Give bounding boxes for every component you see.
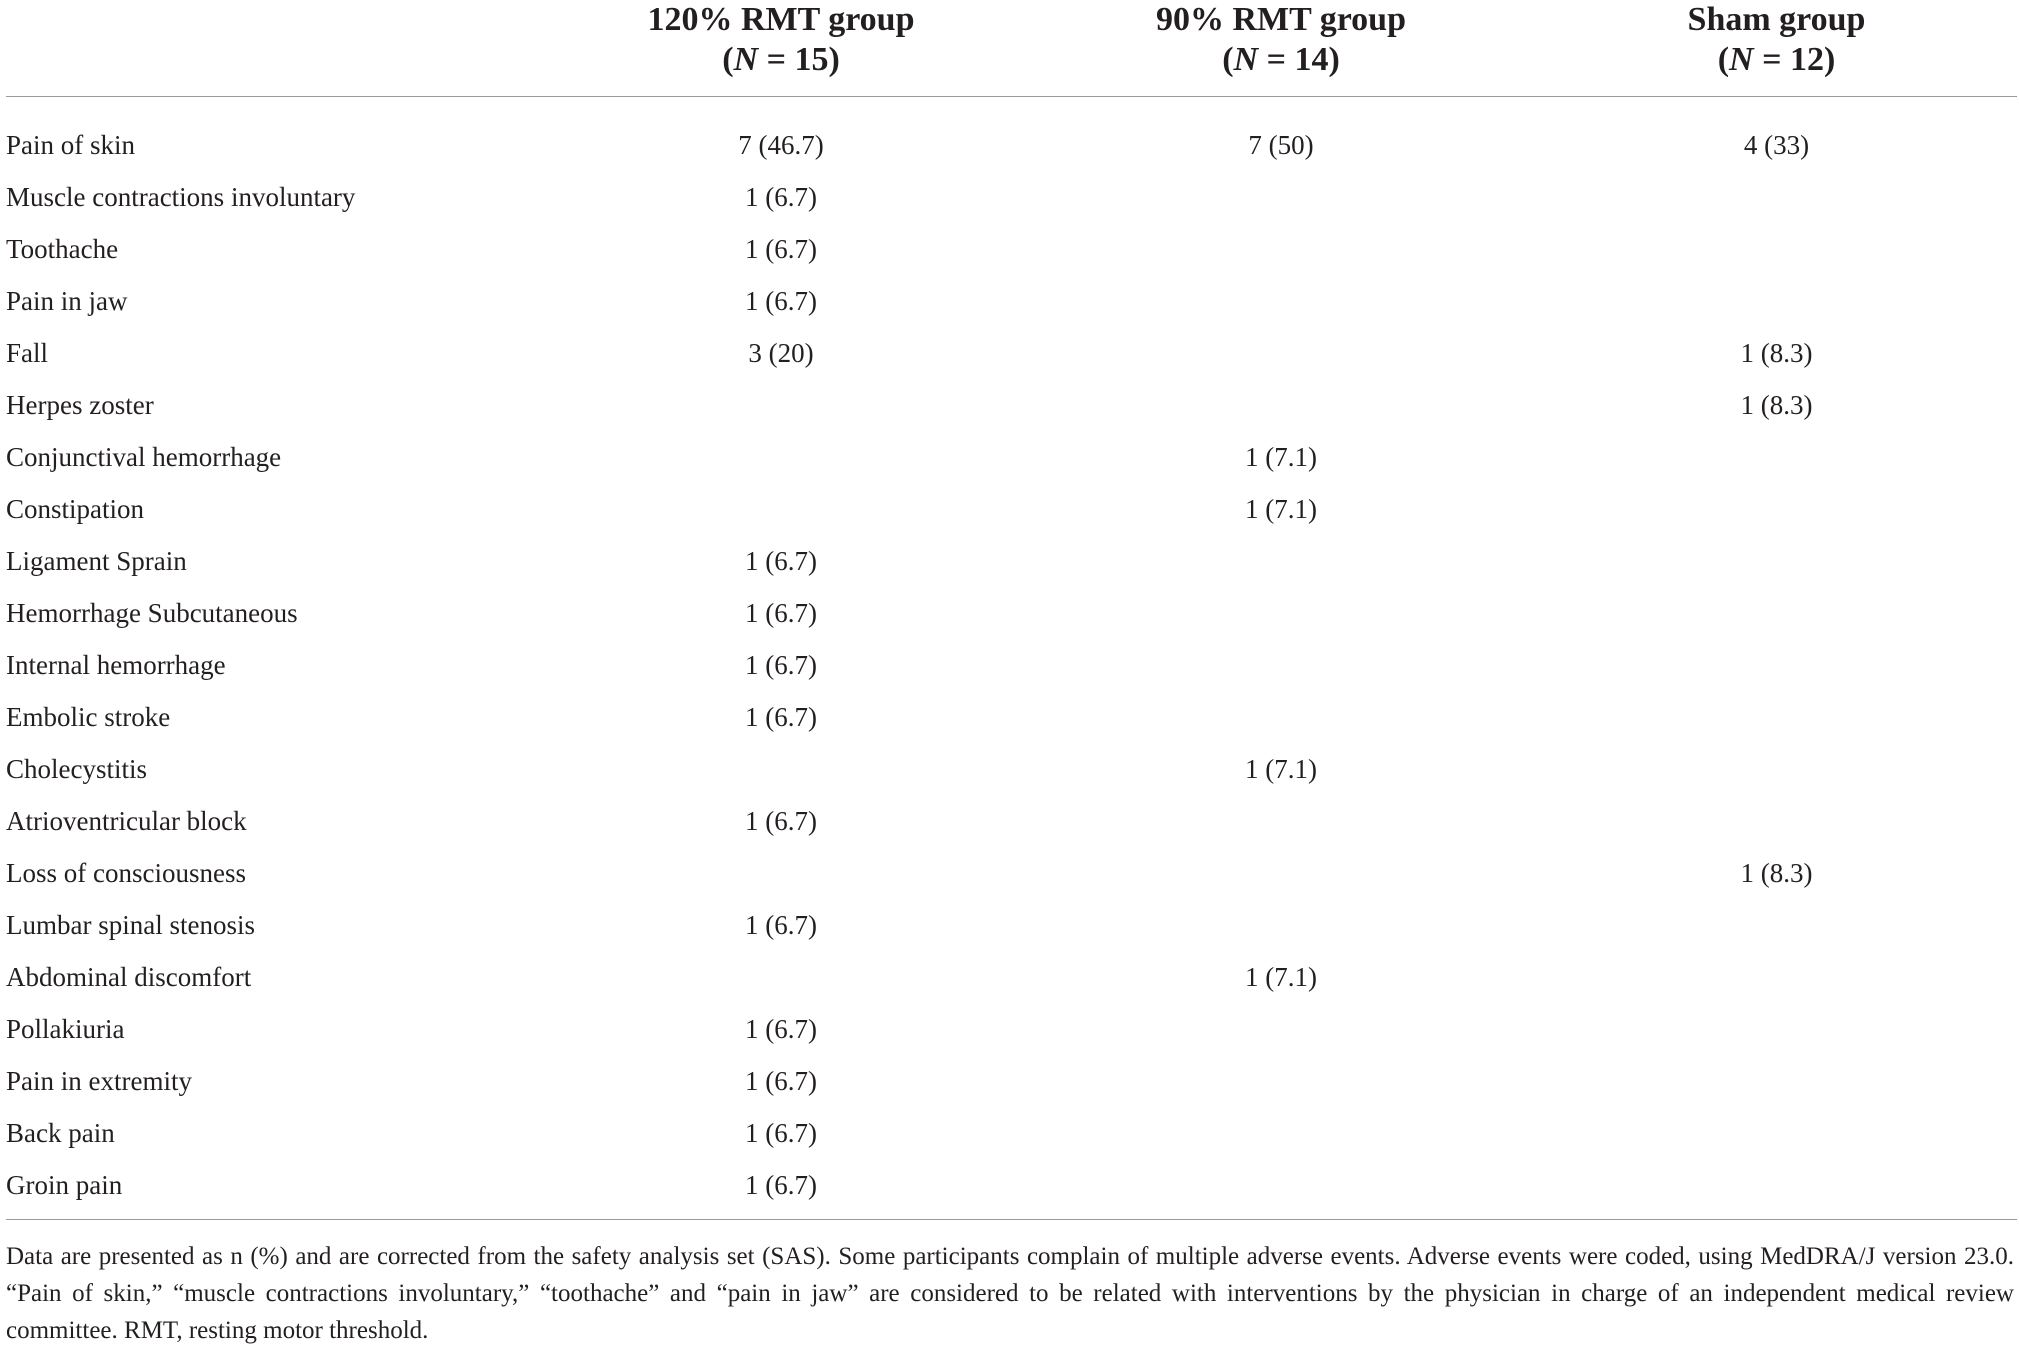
- table-row: [6, 1003, 2017, 1055]
- value-cell-90-rmt: [1026, 1159, 1536, 1220]
- value-cell-120-rmt: [536, 483, 1026, 535]
- value-cell-sham: [1536, 743, 2017, 795]
- value-cell-90-rmt: [1026, 327, 1536, 379]
- header-90-rmt-group: [1026, 0, 1536, 97]
- table-row: [6, 97, 2017, 172]
- value-cell-120-rmt: [536, 847, 1026, 899]
- value-cell-120-rmt: [536, 431, 1026, 483]
- value-cell-120-rmt: [536, 379, 1026, 431]
- event-name-cell: Back pain: [6, 1118, 115, 1148]
- event-name-cell: Loss of consciousness: [6, 858, 246, 888]
- header-event-column: [6, 0, 536, 97]
- value-cell-sham: [1536, 951, 2017, 1003]
- event-name-cell: Fall: [6, 338, 49, 368]
- event-name-cell: Conjunctival hemorrhage: [6, 442, 282, 472]
- value-cell-90-rmt: 1 (7.1): [1245, 494, 1317, 524]
- value-cell-sham: [1536, 223, 2017, 275]
- event-name-cell: Ligament Sprain: [6, 546, 187, 576]
- value-cell-90-rmt: [1026, 1055, 1536, 1107]
- value-cell-90-rmt: [1026, 535, 1536, 587]
- value-cell-120-rmt: 1 (6.7): [745, 182, 817, 212]
- value-cell-90-rmt: [1026, 795, 1536, 847]
- value-cell-sham: [1536, 639, 2017, 691]
- table-row: [6, 1055, 2017, 1107]
- table-header: [6, 0, 2017, 97]
- table-row: [6, 951, 2017, 1003]
- header-n: (N = 15): [722, 41, 840, 78]
- adverse-events-table-container: [6, 0, 2017, 1220]
- value-cell-sham: [1536, 795, 2017, 847]
- value-cell-120-rmt: [536, 743, 1026, 795]
- value-cell-90-rmt: [1026, 1003, 1536, 1055]
- value-cell-90-rmt: [1026, 171, 1536, 223]
- event-name-cell: Groin pain: [6, 1159, 536, 1220]
- value-cell-120-rmt: 1 (6.7): [745, 910, 817, 940]
- value-cell-90-rmt: [1026, 639, 1536, 691]
- value-cell-sham: [1536, 535, 2017, 587]
- table-row: [6, 587, 2017, 639]
- event-name-cell: Muscle contractions involuntary: [6, 182, 356, 212]
- table-row: [6, 691, 2017, 743]
- value-cell-120-rmt: 1 (6.7): [536, 1159, 1026, 1220]
- value-cell-90-rmt: 1 (7.1): [1245, 962, 1317, 992]
- table-row: [6, 639, 2017, 691]
- value-cell-sham: [1536, 1003, 2017, 1055]
- value-cell-120-rmt: 7 (46.7): [738, 130, 824, 160]
- header-n: (N = 14): [1222, 41, 1340, 78]
- value-cell-sham: [1536, 899, 2017, 951]
- table-row: [6, 1159, 2017, 1220]
- value-cell-90-rmt: [1026, 847, 1536, 899]
- value-cell-sham: [1536, 587, 2017, 639]
- value-cell-90-rmt: 1 (7.1): [1245, 754, 1317, 784]
- table-row: [6, 899, 2017, 951]
- value-cell-sham: [1536, 171, 2017, 223]
- event-name-cell: Pain in extremity: [6, 1066, 192, 1096]
- event-name-cell: Herpes zoster: [6, 390, 154, 420]
- value-cell-90-rmt: [1026, 587, 1536, 639]
- event-name-cell: Abdominal discomfort: [6, 962, 252, 992]
- header-120-rmt-group: [536, 0, 1026, 97]
- event-name-cell: Pain of skin: [6, 130, 136, 160]
- header-title: 120% RMT group: [647, 1, 915, 38]
- table-row: [6, 795, 2017, 847]
- table-row: [6, 223, 2017, 275]
- table-row: [6, 1107, 2017, 1159]
- value-cell-sham: [1536, 691, 2017, 743]
- event-name-cell: Atrioventricular block: [6, 806, 247, 836]
- value-cell-90-rmt: [1026, 275, 1536, 327]
- table-row: [6, 535, 2017, 587]
- value-cell-sham: [1536, 275, 2017, 327]
- table-row: [6, 431, 2017, 483]
- table-row: [6, 847, 2017, 899]
- value-cell-sham: [1536, 431, 2017, 483]
- event-name-cell: Embolic stroke: [6, 702, 171, 732]
- event-name-cell: Hemorrhage Subcutaneous: [6, 598, 298, 628]
- event-name-cell: Lumbar spinal stenosis: [6, 910, 255, 940]
- table-row: [6, 483, 2017, 535]
- header-row: [6, 0, 2017, 97]
- value-cell-sham: 1 (8.3): [1740, 858, 1813, 888]
- value-cell-90-rmt: 7 (50): [1248, 130, 1314, 160]
- value-cell-120-rmt: 1 (6.7): [745, 286, 817, 316]
- event-name-cell: Toothache: [6, 234, 119, 264]
- value-cell-sham: [1536, 483, 2017, 535]
- event-name-cell: Internal hemorrhage: [6, 650, 226, 680]
- table-row: [6, 743, 2017, 795]
- value-cell-120-rmt: 1 (6.7): [745, 1014, 817, 1044]
- value-cell-90-rmt: [1026, 691, 1536, 743]
- value-cell-90-rmt: [1026, 899, 1536, 951]
- value-cell-120-rmt: 1 (6.7): [745, 1066, 817, 1096]
- table-body: [6, 97, 2017, 1220]
- value-cell-120-rmt: 1 (6.7): [745, 806, 817, 836]
- value-cell-90-rmt: 1 (7.1): [1245, 442, 1317, 472]
- value-cell-120-rmt: 1 (6.7): [745, 234, 817, 264]
- value-cell-120-rmt: 1 (6.7): [745, 1118, 817, 1148]
- value-cell-sham: [1536, 1055, 2017, 1107]
- table-row: [6, 327, 2017, 379]
- adverse-events-table: [6, 0, 2017, 1220]
- event-name-cell: Cholecystitis: [6, 754, 147, 784]
- value-cell-sham: 4 (33): [1743, 130, 1810, 160]
- value-cell-120-rmt: [536, 951, 1026, 1003]
- value-cell-120-rmt: 3 (20): [748, 338, 814, 368]
- table-footnote: Data are presented as n (%) and are corrected from the safety analysis set (SAS). Some participants complain of multiple adverse events. Adverse events were coded, using MedDRA/J version 23.0. “Pain of skin,” “muscle contractions involuntary,” “toothache” and “pain in jaw” are considered to be related with interventions by the physician in charge of an independent medical review committee. RMT, resting motor threshold.: [6, 1243, 2014, 1344]
- value-cell-90-rmt: [1026, 223, 1536, 275]
- value-cell-120-rmt: 1 (6.7): [745, 546, 817, 576]
- value-cell-120-rmt: 1 (6.7): [745, 650, 817, 680]
- value-cell-120-rmt: 1 (6.7): [745, 598, 817, 628]
- value-cell-sham: 1 (8.3): [1740, 390, 1813, 420]
- value-cell-sham: [1536, 1107, 2017, 1159]
- value-cell-sham: [1536, 1159, 2017, 1220]
- event-name-cell: Pain in jaw: [6, 286, 128, 316]
- header-n: (N = 12): [1717, 41, 1836, 78]
- value-cell-90-rmt: [1026, 379, 1536, 431]
- event-name-cell: Constipation: [6, 494, 145, 524]
- table-row: [6, 275, 2017, 327]
- value-cell-90-rmt: [1026, 1107, 1536, 1159]
- header-title: 90% RMT group: [1155, 1, 1406, 38]
- value-cell-sham: 1 (8.3): [1740, 338, 1813, 368]
- event-name-cell: Pollakiuria: [6, 1014, 125, 1044]
- table-row: [6, 379, 2017, 431]
- table-row: [6, 171, 2017, 223]
- header-title: Sham group: [1687, 1, 1866, 38]
- header-sham-group: [1536, 0, 2017, 97]
- value-cell-120-rmt: 1 (6.7): [745, 702, 817, 732]
